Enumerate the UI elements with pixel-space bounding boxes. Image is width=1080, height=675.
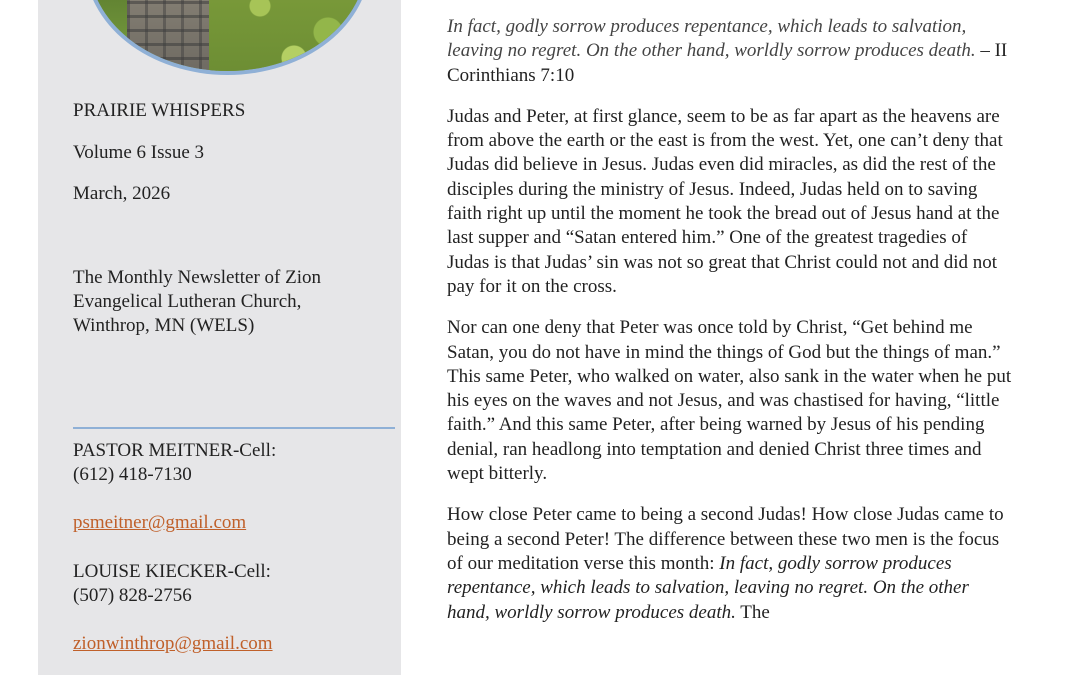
paragraph-difference-tail: The (735, 601, 770, 623)
verse-text: In fact, godly sorrow produces repentance, which leads to salvation, leaving no regret. On the other hand, worldly sorrow produces death. (447, 16, 976, 62)
volume-issue: Volume 6 Issue 3 (73, 142, 205, 163)
verse-paragraph (447, 15, 1012, 88)
paragraph-difference (447, 503, 1012, 624)
article-body (447, 15, 1012, 642)
grass-image (209, 0, 370, 75)
contact-email-office-link[interactable]: zionwinthrop@gmail.com (73, 633, 273, 654)
contact-name-office: LOUISE KIECKER-Cell: (73, 561, 271, 582)
paragraph-judas: Judas and Peter, at first glance, seem to be as far apart as the heavens are from above the earth or the east is from the west. Yet, one can’t deny that Judas did believe in Jesus. Judas even did miracles, as did the rest of the disciples during the ministry of Jesus. Indeed, Judas held on to saving faith right up until the moment he took the bread out of Jesus hand at the last supper and “Satan entered him.” One of the greatest tragedies of Judas is that Judas’ sin was not so great that Christ could not and did not pay for it on the cross. (447, 105, 1003, 297)
newsletter-description: The Monthly Newsletter of Zion Evangelical Lutheran Church, Winthrop, MN (WELS) (73, 267, 322, 336)
meditation-verse: In fact, godly sorrow produces repentance, which leads to salvation, leaving no regret. On the other hand, worldly sorrow produces death. (447, 552, 969, 623)
issue-date: March, 2026 (73, 183, 171, 204)
contact-phone-pastor: (612) 418-7130 (73, 464, 192, 485)
stone-wall-image (127, 0, 217, 74)
sidebar-divider (73, 427, 395, 429)
paragraph-difference-lead: How close Peter came to being a second Judas! How close Judas came to being a second Peter! The difference between these two men is the focus of our meditation verse this month: (447, 504, 1004, 574)
contact-phone-office: (507) 828-2756 (73, 585, 192, 606)
contact-name-pastor: PASTOR MEITNER-Cell: (73, 440, 277, 461)
contact-email-pastor-link[interactable]: psmeitner@gmail.com (73, 512, 247, 533)
newsletter-title: PRAIRIE WHISPERS (73, 100, 246, 121)
verse-reference: – II Corinthians 7:10 (447, 40, 1008, 86)
church-photo (85, 0, 370, 75)
paragraph-peter: Nor can one deny that Peter was once told by Christ, “Get behind me Satan, you do not have in mind the things of God but the things of man.” This same Peter, who walked on water, also sank in the water when he put his eyes on the waves and not Jesus, and was chastised for having, “little faith.” And this same Peter, after being warned by Jesus of his pending denial, ran headlong into temptation and denied Christ three times and wept bitterly. (447, 317, 1012, 485)
